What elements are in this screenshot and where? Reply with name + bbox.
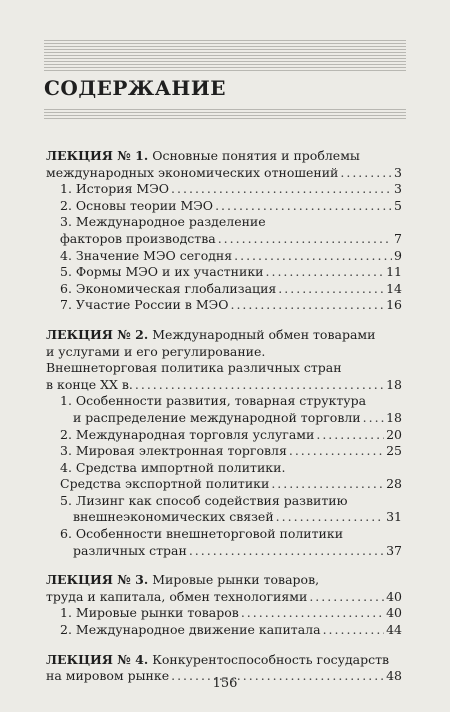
entry-label: 5. Лизинг как способ содействия развитию [60, 492, 348, 508]
dot-leader [189, 543, 384, 560]
entry-label: ЛЕКЦИЯ № 4. Конкурентоспособность государств [46, 651, 390, 667]
page-ref: 9 [394, 247, 402, 263]
entry-label: ЛЕКЦИЯ № 1. Основные понятия и проблемы [46, 148, 360, 163]
toc-entry [46, 393, 402, 410]
lecture-title-line [46, 377, 402, 394]
entry-label: 6. Экономическая глобализация [60, 280, 277, 296]
entry-label: 1. Мировые рынки товаров [60, 605, 239, 621]
entry-label: 6. Особенности внешнеторговой политики [60, 526, 344, 542]
table-of-contents [46, 148, 402, 698]
entry-label: 2. Международное движение капитала [60, 622, 321, 638]
page-ref: 40 [386, 588, 402, 604]
page-ref: 11 [386, 264, 402, 280]
dot-leader [276, 509, 384, 526]
toc-entry [46, 443, 402, 460]
toc-entry [46, 181, 402, 198]
entry-label: в конце XX в. [46, 376, 133, 392]
lecture-title-line [46, 327, 402, 344]
entry-label: 3. Мировая электронная торговля [60, 443, 287, 459]
entry-label: 3. Международное разделение [60, 214, 266, 230]
entry-label: 4. Средства импортной политики. [60, 459, 286, 475]
page-ref: 18 [386, 409, 402, 425]
page-number: 156 [212, 676, 238, 691]
page-ref: 14 [386, 280, 402, 296]
page-ref: 48 [386, 668, 402, 684]
entry-label: 2. Международная торговля услугами [60, 426, 315, 442]
entry-label: внешнеэкономических связей [73, 509, 274, 525]
toc-entry [46, 248, 402, 265]
entry-label: Внешнеторговая политика различных стран [46, 360, 342, 376]
toc-entry [46, 476, 402, 493]
entry-label: 5. Формы МЭО и их участники [60, 264, 264, 280]
toc-entry [46, 622, 402, 639]
page-ref: 5 [394, 197, 402, 213]
dot-leader [278, 281, 384, 298]
toc-entry [46, 543, 402, 560]
toc-entry [46, 526, 402, 543]
lecture-number: ЛЕКЦИЯ № 2. [46, 326, 149, 342]
page-ref: 18 [386, 376, 402, 392]
lecture-number: ЛЕКЦИЯ № 3. [46, 572, 149, 588]
entry-label: и услугами и его регулирование. [46, 343, 266, 359]
lecture-block [46, 572, 402, 638]
lecture-block [46, 327, 402, 559]
lecture-title-line [46, 652, 402, 669]
page-ref: 7 [394, 230, 402, 246]
dot-leader [266, 264, 385, 281]
lecture-number: ЛЕКЦИЯ № 4. [46, 651, 149, 667]
toc-entry [46, 264, 402, 281]
toc-entry [46, 297, 402, 314]
lecture-block [46, 148, 402, 314]
dot-leader [340, 165, 392, 182]
dot-leader [218, 231, 392, 248]
dot-leader [363, 410, 384, 427]
entry-label: 1. История МЭО [60, 181, 170, 197]
entry-label: различных стран [73, 542, 187, 558]
entry-label: 2. Основы теории МЭО [60, 197, 214, 213]
page-ref: 44 [386, 622, 402, 638]
page-ref: 40 [386, 605, 402, 621]
page-ref: 37 [386, 542, 402, 558]
entry-label: Средства экспортной политики [60, 476, 270, 492]
lecture-title-line [46, 148, 402, 165]
entry-label: 7. Участие России в МЭО [60, 297, 229, 313]
toc-entry [46, 231, 402, 248]
page-ref: 20 [386, 426, 402, 442]
toc-entry [46, 427, 402, 444]
lecture-title-line [46, 589, 402, 606]
entry-label: 4. Значение МЭО сегодня [60, 247, 233, 263]
entry-label: ЛЕКЦИЯ № 3. Мировые рынки товаров, [46, 572, 320, 588]
page-ref: 3 [394, 181, 402, 197]
page-ref: 28 [386, 476, 402, 492]
dot-leader [230, 297, 384, 314]
entry-label: факторов производства [60, 230, 216, 246]
page-ref: 3 [394, 164, 402, 180]
entry-label: ЛЕКЦИЯ № 2. Международный обмен товарами [46, 326, 376, 342]
lecture-title-line [46, 344, 402, 361]
dot-leader [316, 427, 384, 444]
toc-entry [46, 509, 402, 526]
lecture-title-line [46, 165, 402, 182]
entry-label: на мировом рынке [46, 668, 170, 684]
page-ref: 16 [386, 297, 402, 313]
lecture-title-line [46, 360, 402, 377]
dot-leader [271, 476, 384, 493]
toc-entry [46, 605, 402, 622]
toc-entry [46, 493, 402, 510]
dot-leader [171, 181, 392, 198]
toc-entry [46, 460, 402, 477]
entry-label: 1. Особенности развития, товарная структура [60, 393, 367, 409]
dot-leader [215, 198, 392, 215]
dot-leader [309, 589, 384, 606]
header-rule [44, 40, 406, 72]
toc-entry [46, 214, 402, 231]
toc-entry [46, 281, 402, 298]
dot-leader [135, 377, 384, 394]
entry-label: и распределение международной торговли [73, 409, 361, 425]
page-ref: 31 [386, 509, 402, 525]
dot-leader [323, 622, 385, 639]
dot-leader [234, 248, 392, 265]
toc-entry [46, 198, 402, 215]
entry-label: труда и капитала, обмен технологиями [46, 588, 308, 604]
lecture-title-line [46, 572, 402, 589]
dot-leader [289, 443, 384, 460]
title-rule [44, 109, 406, 121]
entry-label: международных экономических отношений [46, 164, 339, 180]
page-ref: 25 [386, 443, 402, 459]
toc-entry [46, 410, 402, 427]
dot-leader [241, 605, 384, 622]
lecture-number: ЛЕКЦИЯ № 1. [46, 148, 149, 163]
page-title: СОДЕРЖАНИЕ [44, 76, 226, 100]
